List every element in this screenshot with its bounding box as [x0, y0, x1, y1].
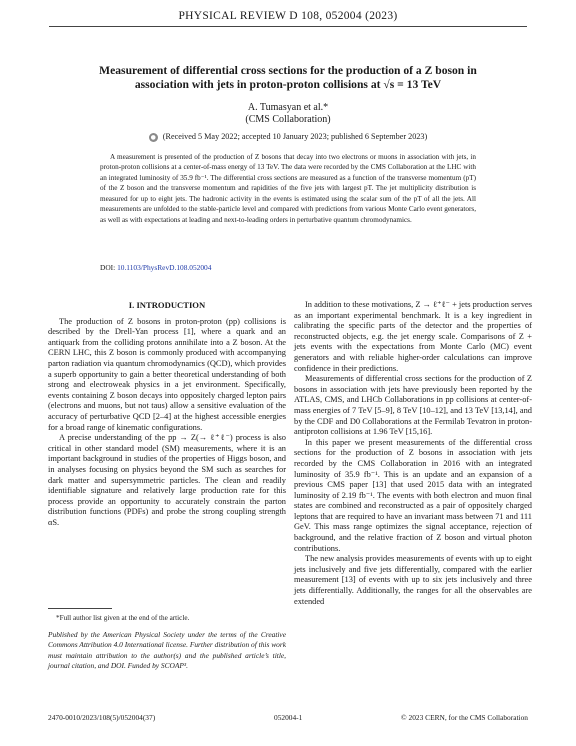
publication-dates — [0, 131, 576, 142]
orcid-icon[interactable]: ● — [150, 133, 156, 141]
paragraph: The production of Z bosons in proton-proton (pp) collisions is described by the Drell-Yan process [1], where a quark and an antiquark from the colliding protons annihilate into a Z boson. At the CERN LHC, this Z boson is commonly produced with accompanying parton radiation via quantum chromodynamics (QCD), which provides a superb opportunity to gain a better theoretical understanding of both strong and electroweak physics in a jet environment. Specifically, events containing Z boson decays into oppositely charged lepton pairs (electrons and muons, but not taus) allow a sensitive evaluation of the accuracy of perturbative QCD [2–4] at the highest accessible energies for a broad range of kinematic configurations. — [48, 316, 286, 432]
dates-text: (Received 5 May 2022; accepted 10 January 2023; published 6 September 2023) — [162, 132, 428, 141]
left-column — [48, 300, 286, 528]
abstract: A measurement is presented of the production of Z bosons that decay into two electrons or muons in association with jets, in proton-proton collisions at a center-of-mass energy of 13 TeV. The data were recorded by the CMS Collaboration at the LHC with an integrated luminosity of 35.9 fb⁻¹. The differential cross sections are measured as a function of the transverse momentum (pT) of the Z boson and the transverse momentum and rapidities of the five jets with largest pT. The jet multiplicity distribution is measured for up to eight jets. The hadronic activity in the events is estimated using the scalar sum of the pT of all the jets. All measurements are unfolded to the stable-particle level and compared with predictions from various Monte Carlo event generators, as well as with expectations at leading and next-to-leading orders in perturbative quantum chromodynamics. — [100, 153, 476, 224]
paragraph: Measurements of differential cross sections for the production of Z bosons in association with jets have previously been reported by the ATLAS, CMS, and LHCb Collaborations in pp collisions at center-of-mass energies of 7 TeV [5–9], 8 TeV [10–12], and 13 TeV [13,14], and by the CDF and D0 Collaborations at the Fermilab Tevatron in proton-antiproton collisions at 1.96 TeV [15,16]. — [294, 374, 532, 437]
paragraph: The new analysis provides measurements of events with up to eight jets inclusively and five jets differentially, compared with the earlier measurement [13] of events with up to six jets inclusively and three jets differentially. Additionally, the ranges for all the observables are extended — [294, 554, 532, 606]
author-footnote: *Full author list given at the end of the article. — [56, 614, 190, 622]
doi-line — [100, 263, 476, 273]
paragraph: A precise understanding of the pp → Z(→ ℓ⁺ℓ⁻) process is also critical in other standard model (SM) measurements, where it is an important background in studies of the properties of Higgs boson, and in analyses focusing on physics beyond the SM such as searches for dark matter and supersymmetric particles. The clean and readily identifiable signature and relatively large production rate for this process provide an opportunity to accurately constrain the parton distribution functions (PDFs) and probe the strong coupling strength αS. — [48, 433, 286, 527]
doi-label: DOI: — [100, 263, 116, 272]
page-number: 052004-1 — [274, 713, 303, 722]
license-notice: Published by the American Physical Society under the terms of the Creative Commons Attribution 4.0 International license. Further distribution of this work must maintain attribution to the author(s) and the published article’s title, journal citation, and DOI. Funded by SCOAP³. — [48, 630, 286, 671]
author-line[interactable]: A. Tumasyan et al.* — [247, 102, 329, 113]
header-rule — [49, 26, 527, 27]
paragraph: In addition to these motivations, Z → ℓ⁺ℓ⁻ + jets production serves as an important experimental benchmark. It is a key ingredient in calibrating the specific parts of the detector and the properties of reconstructed objects, e.g. the jet energy scale. Comparisons of Z + jets events with the expectations from Monte Carlo (MC) event generators and with reliable higher-order calculations can improve confidence in their predictions. — [294, 300, 532, 373]
section-heading: I. INTRODUCTION — [128, 300, 206, 310]
footer-copyright: © 2023 CERN, for the CMS Collaboration — [401, 713, 528, 722]
paragraph: In this paper we present measurements of the differential cross sections for the production of Z bosons in association with jets recorded by the CMS Collaboration in 2016 with an integrated luminosity of 35.9 fb⁻¹. This is an update and an expansion of a previous CMS paper [13] that used 2015 data with an integrated luminosity of 2.19 fb⁻¹. The events with both electron and muon final states are combined and reconstructed as a pair of oppositely charged leptons that are required to have an invariant mass between 71 and 111 GeV. This mass range optimizes the signal acceptance, rejection of background, and the relative fraction of Z boson and virtual photon contributions. — [294, 437, 532, 553]
footnote-rule — [48, 608, 112, 609]
footer-issn: 2470-0010/2023/108(5)/052004(37) — [48, 713, 156, 722]
article-title: Measurement of differential cross sections for the production of a Z boson in association with jets in proton-proton collisions at √s = 13 TeV — [99, 64, 477, 91]
collaboration-line: (CMS Collaboration) — [245, 114, 331, 125]
journal-header: PHYSICAL REVIEW D 108, 052004 (2023) — [178, 10, 398, 22]
right-column — [294, 300, 532, 607]
doi-link[interactable]: 10.1103/PhysRevD.108.052004 — [117, 263, 212, 272]
